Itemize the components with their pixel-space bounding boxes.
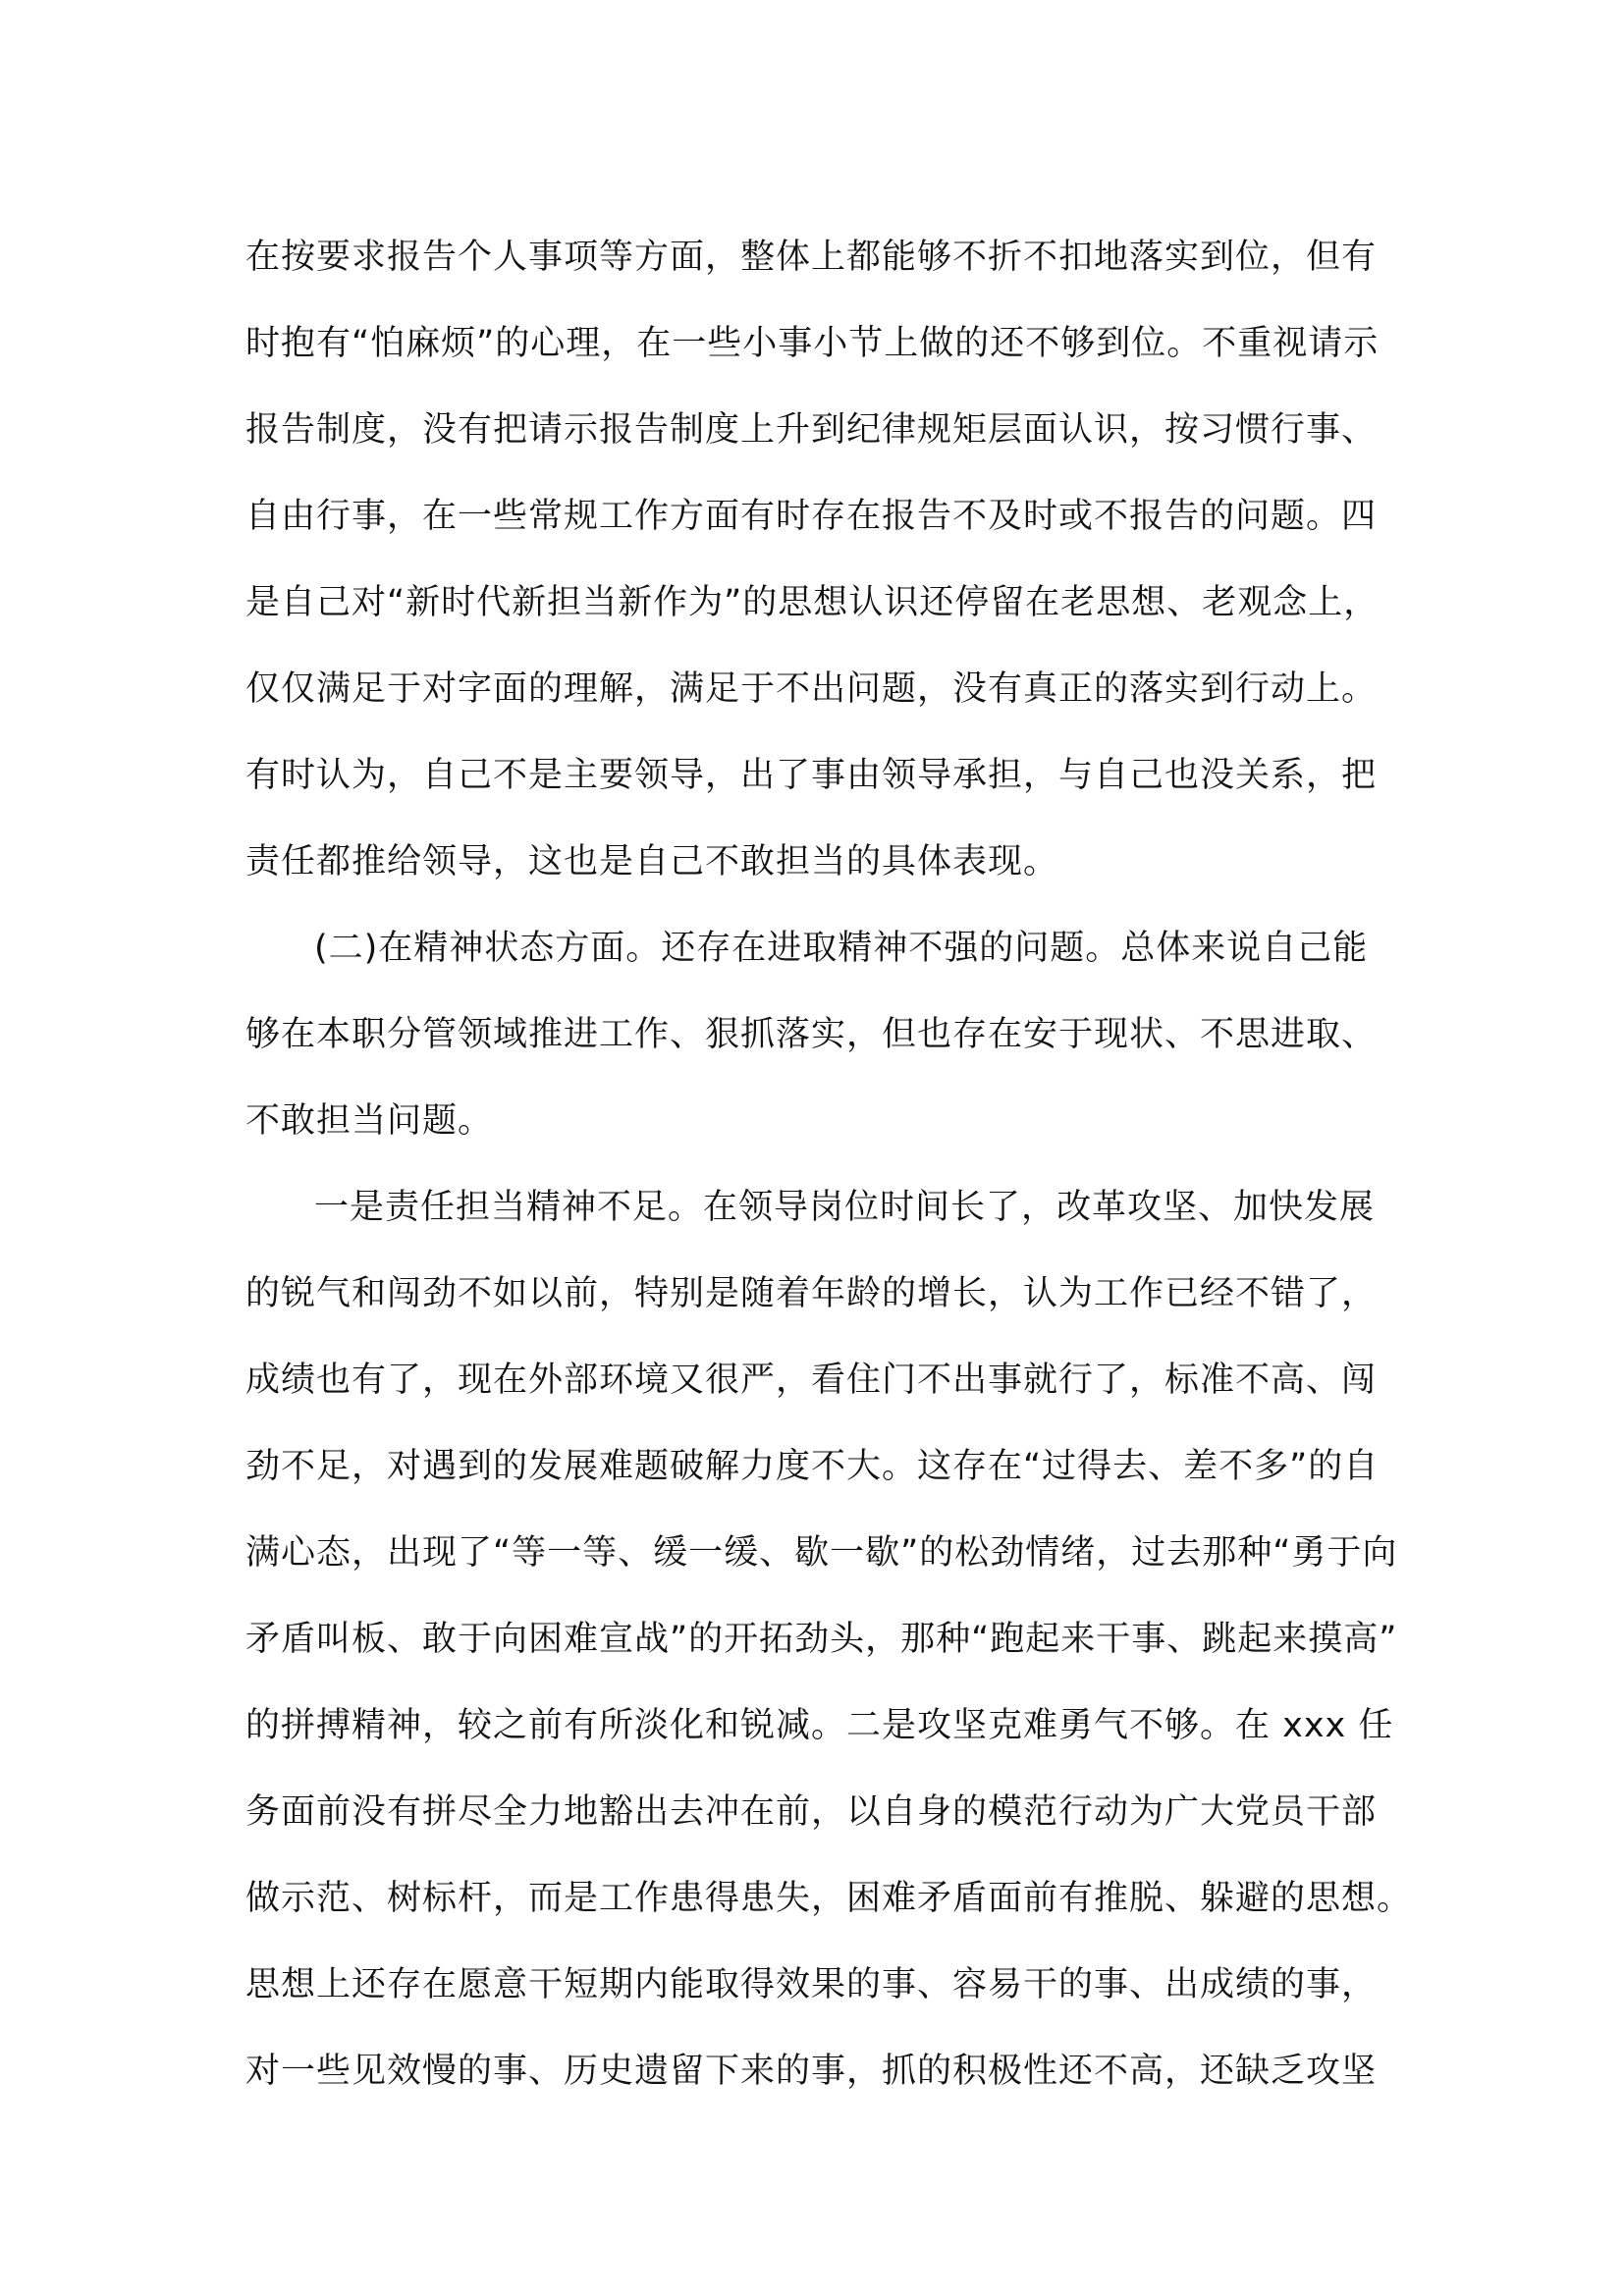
text-line: 务面前没有拼尽全力地豁出去冲在前，以自身的模范行动为广大党员干部 <box>245 1792 1378 1832</box>
text-line: 做示范、树标杆，而是工作患得患失，困难矛盾面前有推脱、躲避的思想。 <box>245 1879 1413 1918</box>
text-line: 报告制度，没有把请示报告制度上升到纪律规矩层面认识，按习惯行事、 <box>245 410 1378 450</box>
text-line: 时抱有“怕麻烦”的心理，在一些小事小节上做的还不够到位。不重视请示 <box>245 324 1380 363</box>
text-line: 有时认为，自己不是主要领导，出了事由领导承担，与自己也没关系，把 <box>245 756 1378 795</box>
text-line: 满心态，出现了“等一等、缓一缓、歇一歇”的松劲情绪，过去那种“勇于向 <box>245 1533 1398 1573</box>
text-line: 够在本职分管领域推进工作、狠抓落实，但也存在安于现状、不思进取、 <box>245 1015 1378 1054</box>
text-line: 自由行事，在一些常规工作方面有时存在报告不及时或不报告的问题。四 <box>245 497 1378 536</box>
text-line: 的拼搏精神，较之前有所淡化和锐减。二是攻坚克难勇气不够。在 xxx 任 <box>245 1706 1394 1745</box>
text-line: 思想上还存在愿意干短期内能取得效果的事、容易干的事、出成绩的事， <box>245 1965 1378 2004</box>
text-line: 是自己对“新时代新担当新作为”的思想认识还停留在老思想、老观念上， <box>245 583 1380 622</box>
paragraph-start: 一是责任担当精神不足。在领导岗位时间长了，改革攻坚、加快发展 <box>314 1188 1376 1227</box>
paragraph-heading: (二)在精神状态方面。还存在进取精神不强的问题。总体来说自己能 <box>314 929 1369 968</box>
text-line: 劲不足，对遇到的发展难题破解力度不大。这存在“过得去、差不多”的自 <box>245 1447 1380 1486</box>
text-line: 仅仅满足于对字面的理解，满足于不出问题，没有真正的落实到行动上。 <box>245 669 1378 709</box>
text-line: 的锐气和闯劲不如以前，特别是随着年龄的增长，认为工作已经不错了， <box>245 1274 1378 1313</box>
text-line: 在按要求报告个人事项等方面，整体上都能够不折不扣地落实到位，但有 <box>245 238 1378 277</box>
text-line: 成绩也有了，现在外部环境又很严，看住门不出事就行了，标准不高、闯 <box>245 1361 1378 1400</box>
text-line: 责任都推给领导，这也是自己不敢担当的具体表现。 <box>245 842 1059 881</box>
text-line: 矛盾叫板、敢于向困难宣战”的开拓劲头，那种“跑起来干事、跳起来摸高” <box>245 1620 1398 1659</box>
text-line: 对一些见效慢的事、历史遗留下来的事，抓的积极性还不高，还缺乏攻坚 <box>245 2052 1378 2091</box>
text-line: 不敢担当问题。 <box>245 1101 494 1141</box>
